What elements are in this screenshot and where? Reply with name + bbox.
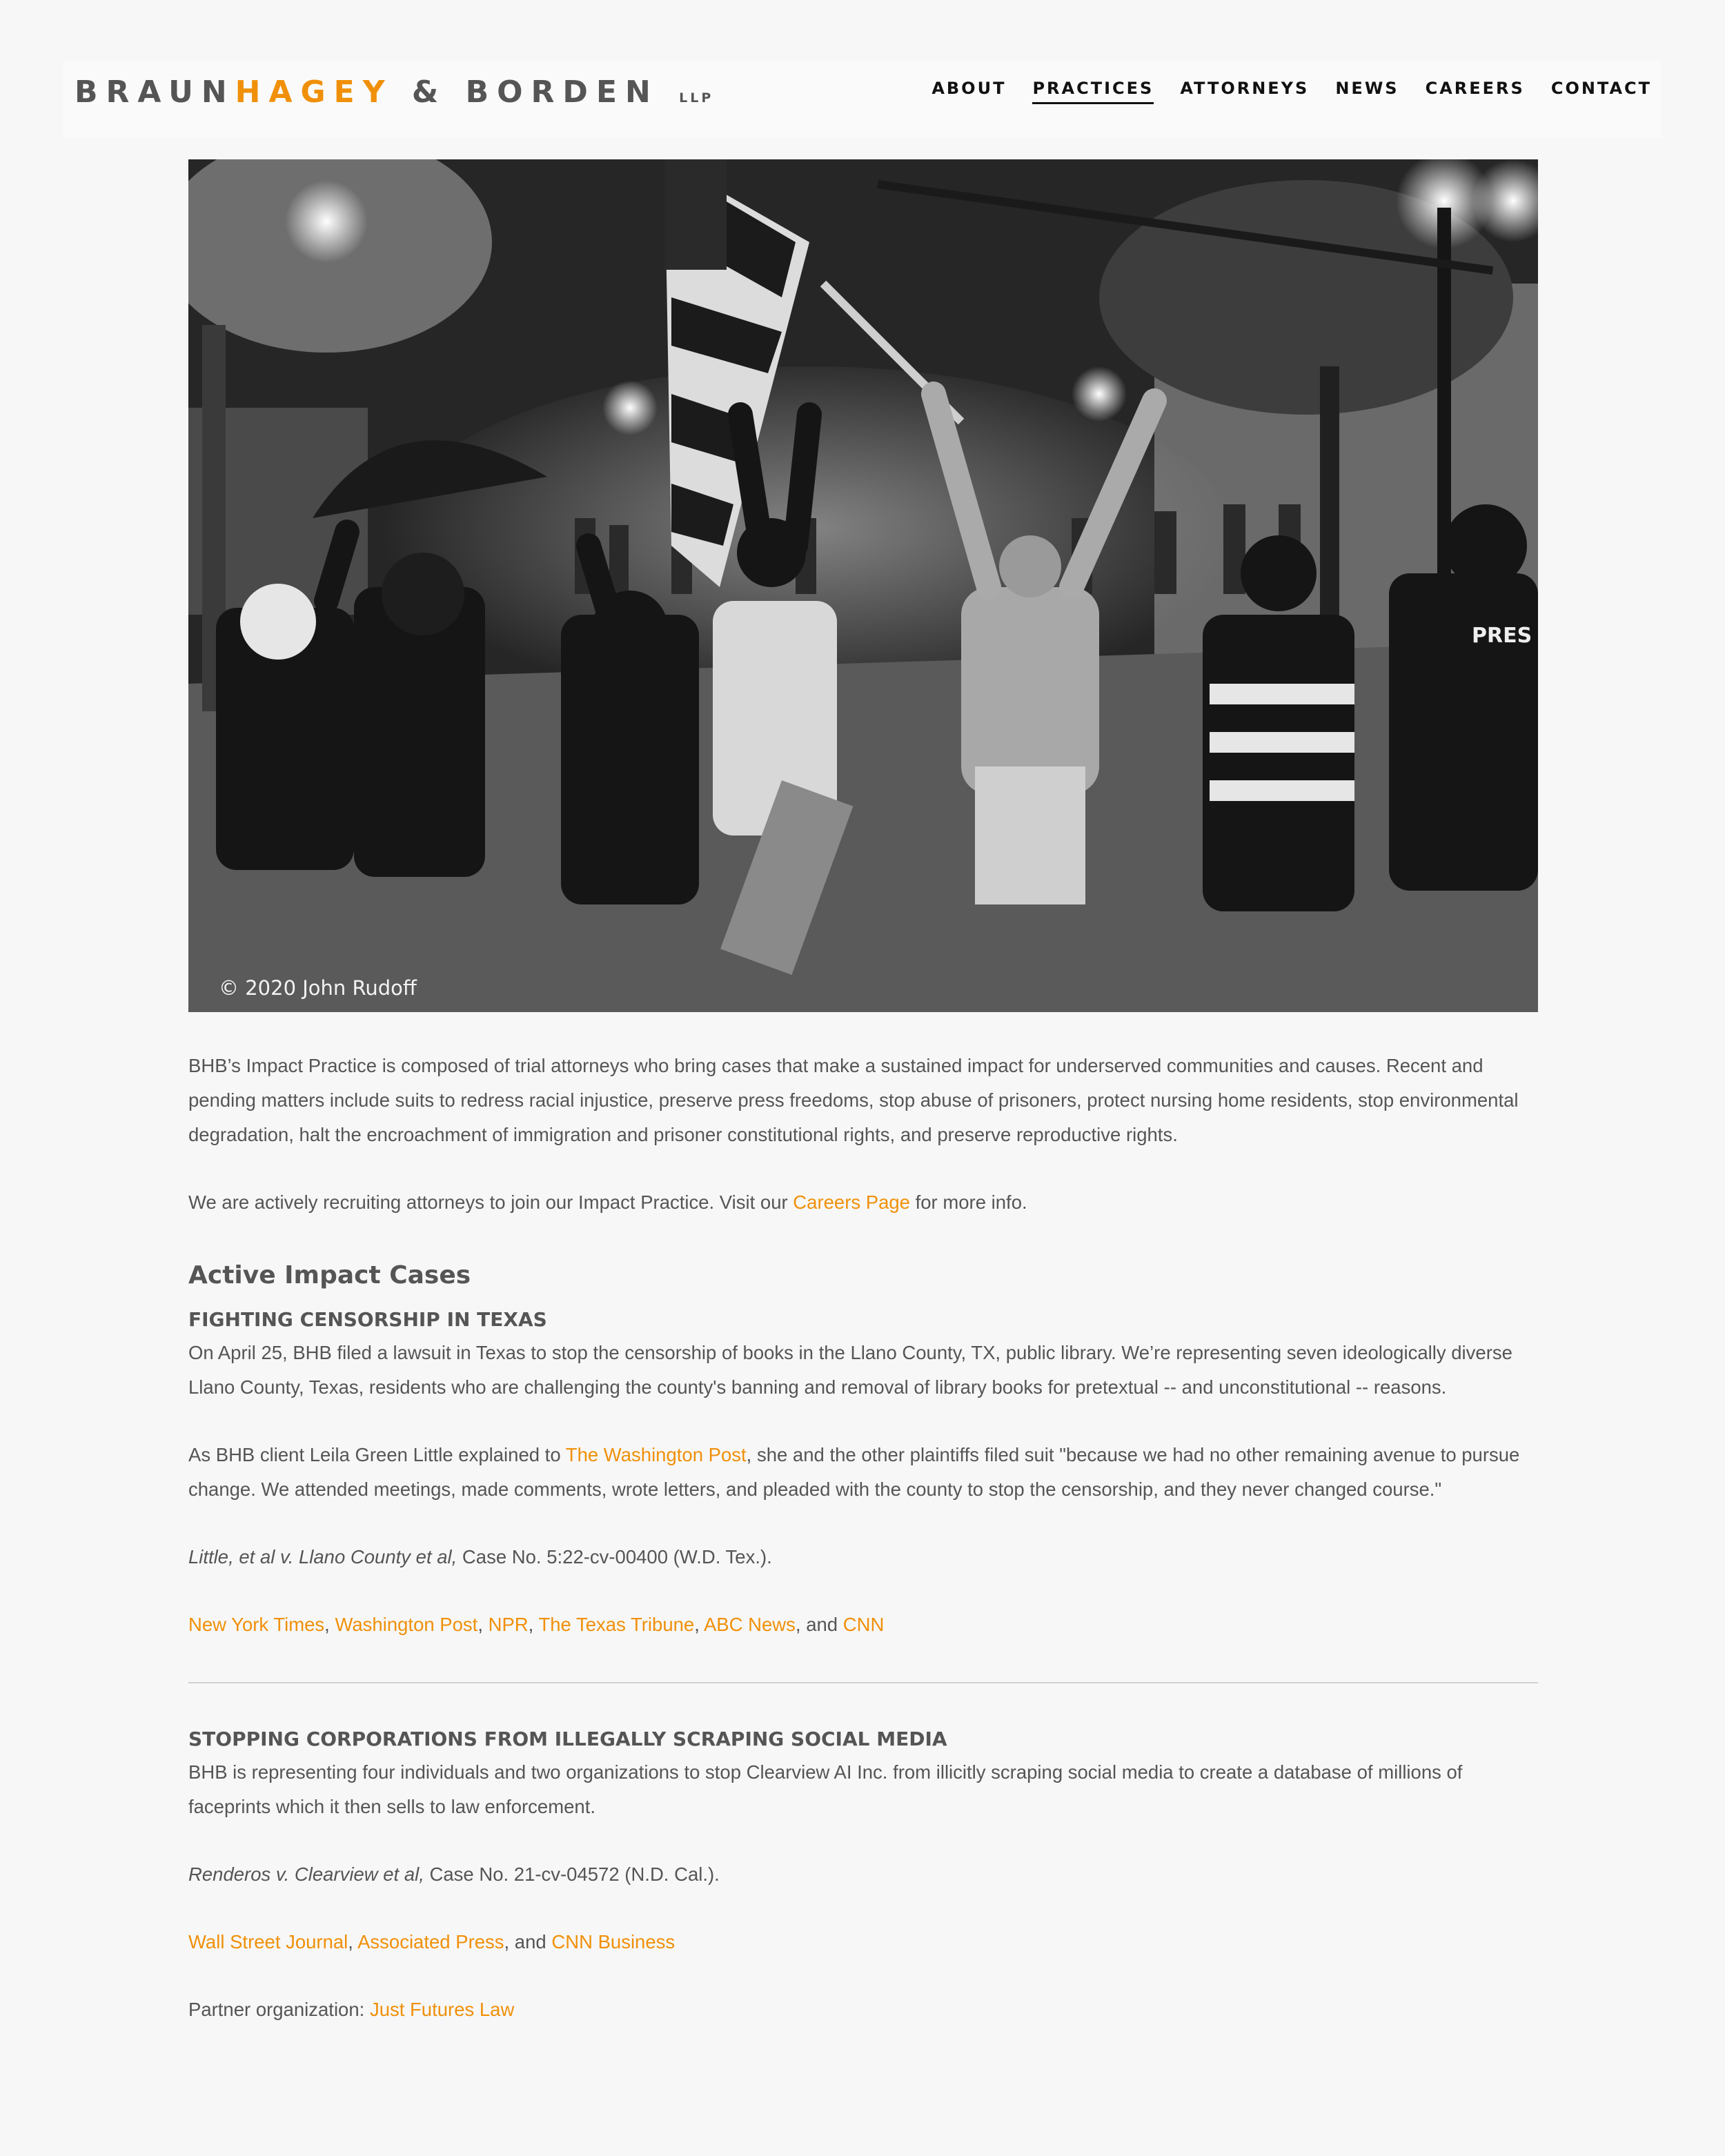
press-link-cnn[interactable]: CNN [842,1614,885,1635]
case2-citation-number: Case No. 21-cv-04572 (N.D. Cal.). [424,1863,720,1885]
protest-illustration [188,159,1538,1012]
washington-post-link[interactable]: The Washington Post [565,1444,747,1465]
street-lamp [285,180,368,263]
case2-press-links [188,1925,1538,1959]
press-link-associated-press[interactable]: Associated Press [357,1931,504,1952]
logo-borden: & BORDEN [411,75,659,110]
press-link-texas-tribune[interactable]: The Texas Tribune [538,1614,695,1635]
case2-description: BHB is representing four individuals and two organizations to stop Clearview AI Inc. from illicitly scraping social media to create a database of millions of faceprints which it then sells to law enforcement. [188,1761,1463,1817]
case1-description: On April 25, BHB filed a lawsuit in Texas to stop the censorship of books in the Llano County, TX, public library. We’re representing seven ideologically diverse Llano County, Texas, residents who are challenging the county's banning and removal of library books for pretextual -- and unconstitutional -- reasons. [188,1342,1512,1398]
case2-citation-name: Renderos v. Clearview et al, [188,1863,424,1885]
partner-organization [188,1992,1538,2027]
press-link-npr[interactable]: NPR [488,1614,529,1635]
site-header [63,61,1662,138]
nav-about[interactable]: ABOUT [931,79,1007,98]
partner-label: Partner organization: [188,1999,370,2020]
case1-citation-name: Little, et al v. Llano County et al, [188,1546,457,1567]
logo-braun: BRAUN [75,75,235,110]
main-nav [931,79,1652,104]
separator: , [694,1614,704,1635]
press-link-cnn-business[interactable]: CNN Business [551,1931,676,1952]
intro-paragraph: BHB’s Impact Practice is composed of trial attorneys who bring cases that make a sustained impact for underserved communities and causes. Recent and pending matters include suits to redress racial injustice, preserve press freedoms, stop abuse of prisoners, protect nursing home residents, stop environmental degradation, halt the encroachment of immigration and prisoner constitutional rights, and preserve reproductive rights. [188,1055,1519,1145]
site-logo[interactable] [75,75,713,110]
recruiting-text-end: for more info. [909,1191,1027,1213]
separator: , [348,1931,358,1952]
nav-practices[interactable]: PRACTICES [1032,79,1154,104]
case1-quote-text: , she and the other plaintiffs filed suit "because we had no other remaining avenue to pursue change. We attended meetings, made comments, wrote letters, and pleaded with the county to stop the censorship, and they never changed course." [188,1444,1520,1500]
press-link-nyt[interactable]: New York Times [188,1614,325,1635]
case1-quote-intro: As BHB client Leila Green Little explained to [188,1444,566,1465]
logo-llp: LLP [679,90,714,106]
separator: , [477,1614,489,1635]
separator: , and [504,1931,552,1952]
press-link-wsj[interactable]: Wall Street Journal [188,1931,348,1952]
separator: , [528,1614,539,1635]
case1-citation-number: Case No. 5:22-cv-00400 (W.D. Tex.). [457,1546,772,1567]
case1-quote [188,1438,1538,1507]
case1-citation [188,1540,1538,1574]
just-futures-law-link[interactable]: Just Futures Law [369,1999,515,2020]
nav-contact[interactable]: CONTACT [1550,79,1652,98]
logo-hagey: HAGEY [235,75,393,110]
hero-photo [188,159,1538,1012]
press-vest-label: PRES [1472,624,1532,648]
section-divider [188,1682,1538,1683]
separator: , and [795,1614,843,1635]
separator: , [324,1614,335,1635]
case-title-texas: FIGHTING CENSORSHIP IN TEXAS [188,1308,547,1331]
press-link-abc-news[interactable]: ABC News [703,1614,796,1635]
photo-credit: © 2020 John Rudoff [219,976,417,1000]
case1-press-links [188,1608,1538,1642]
recruiting-paragraph [188,1185,1538,1220]
section-title: Active Impact Cases [188,1261,471,1289]
nav-news[interactable]: NEWS [1335,79,1399,98]
careers-page-link[interactable]: Careers Page [793,1191,910,1213]
recruiting-text: We are actively recruiting attorneys to join our Impact Practice. Visit our [188,1191,793,1213]
main-content [188,1049,1538,2027]
press-link-washington-post[interactable]: Washington Post [335,1614,478,1635]
case-title-scraping: STOPPING CORPORATIONS FROM ILLEGALLY SCRAPING SOCIAL MEDIA [188,1728,947,1750]
nav-careers[interactable]: CAREERS [1425,79,1525,98]
case2-citation [188,1857,1538,1892]
nav-attorneys[interactable]: ATTORNEYS [1180,79,1310,98]
